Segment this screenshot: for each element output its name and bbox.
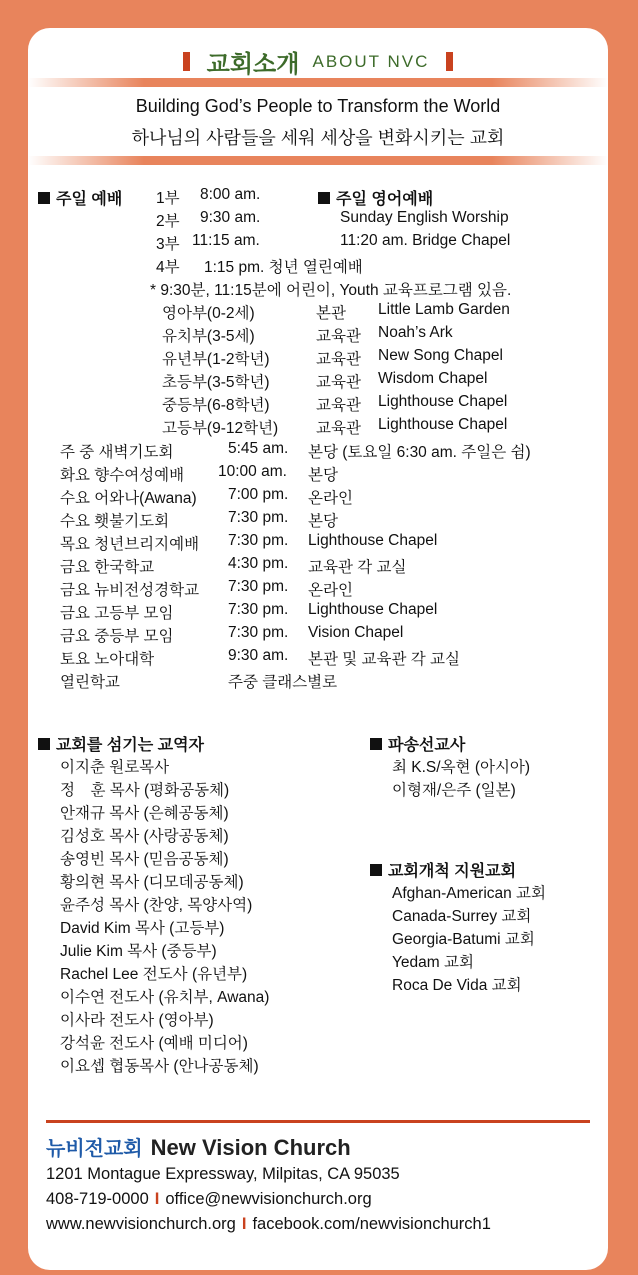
dept-building: 교육관 bbox=[316, 374, 361, 391]
dept-name: 유년부(1-2학년) bbox=[162, 351, 270, 368]
dept-room: Lighthouse Chapel bbox=[378, 416, 508, 433]
footer-contact bbox=[46, 1190, 372, 1209]
info-card bbox=[28, 28, 608, 1270]
church-plant-item: Roca De Vida 교회 bbox=[392, 977, 522, 994]
minister-item: Rachel Lee 전도사 (유년부) bbox=[60, 966, 248, 983]
weekly-time: 7:30 pm. bbox=[228, 509, 289, 526]
minister-item: 안재규 목사 (은혜공동체) bbox=[60, 805, 229, 822]
dept-building: 교육관 bbox=[316, 397, 361, 414]
service-3-label: 3부 bbox=[156, 236, 180, 253]
weekly-place: 주중 클래스별로 bbox=[228, 674, 338, 691]
weekly-time: 7:30 pm. bbox=[228, 624, 289, 641]
footer-phone: 408-719-0000 bbox=[46, 1190, 149, 1208]
weekly-time: 10:00 am. bbox=[218, 463, 287, 480]
dept-room: Lighthouse Chapel bbox=[378, 393, 508, 410]
minister-item: 이지춘 원로목사 bbox=[60, 759, 170, 776]
weekly-time: 7:30 pm. bbox=[228, 532, 289, 549]
missionary-item: 이형재/은주 (일본) bbox=[392, 782, 516, 799]
weekly-time: 7:30 pm. bbox=[228, 601, 289, 618]
weekly-name: 화요 향수여성예배 bbox=[60, 467, 185, 484]
church-name-english: New Vision Church bbox=[150, 1135, 351, 1160]
bullet-square-icon bbox=[370, 738, 382, 750]
weekly-name: 토요 노아대학 bbox=[60, 651, 155, 668]
bullet-square-icon bbox=[370, 864, 382, 876]
minister-item: 윤주성 목사 (찬양, 목양사역) bbox=[60, 897, 253, 914]
weekly-name: 수요 어와나(Awana) bbox=[60, 490, 197, 507]
dept-building: 교육관 bbox=[316, 420, 361, 437]
minister-item: 이수연 전도사 (유치부, Awana) bbox=[60, 989, 270, 1006]
footer-email[interactable]: office@newvisionchurch.org bbox=[165, 1190, 372, 1208]
sunday-heading: 주일 예배 bbox=[38, 186, 122, 209]
dept-building: 교육관 bbox=[316, 328, 361, 345]
footer-separator: I bbox=[154, 1190, 160, 1208]
weekly-time: 7:00 pm. bbox=[228, 486, 289, 503]
minister-item: 황의현 목사 (디모데공동체) bbox=[60, 874, 244, 891]
weekly-name: 금요 뉴비전성경학교 bbox=[60, 582, 200, 599]
section-title bbox=[28, 44, 608, 80]
weekly-place: 교육관 각 교실 bbox=[308, 559, 407, 576]
minister-item: 강석윤 전도사 (예배 미디어) bbox=[60, 1035, 248, 1052]
motto-divider bbox=[28, 156, 608, 165]
weekly-time: 4:30 pm. bbox=[228, 555, 289, 572]
minister-item: 이사라 전도사 (영아부) bbox=[60, 1012, 214, 1029]
weekly-time: 9:30 am. bbox=[228, 647, 289, 664]
footer-facebook[interactable]: facebook.com/newvisionchurch1 bbox=[252, 1215, 491, 1233]
minister-item: Julie Kim 목사 (중등부) bbox=[60, 943, 217, 960]
weekly-place: Lighthouse Chapel bbox=[308, 532, 438, 549]
weekly-place: 본당 (토요일 6:30 am. 주일은 쉼) bbox=[308, 444, 531, 461]
weekly-name: 주 중 새벽기도회 bbox=[60, 444, 174, 461]
weekly-name: 수요 횃불기도회 bbox=[60, 513, 170, 530]
footer-church-name bbox=[46, 1132, 351, 1161]
bullet-square-icon bbox=[38, 192, 50, 204]
minister-item: 이요셉 협동목사 (안나공동체) bbox=[60, 1058, 259, 1075]
service-1-label: 1부 bbox=[156, 190, 180, 207]
title-bar-right bbox=[446, 52, 453, 71]
weekly-name: 금요 한국학교 bbox=[60, 559, 155, 576]
bullet-square-icon bbox=[38, 738, 50, 750]
dept-name: 영아부(0-2세) bbox=[162, 305, 255, 322]
dept-name: 초등부(3-5학년) bbox=[162, 374, 270, 391]
weekly-name: 금요 고등부 모임 bbox=[60, 605, 174, 622]
footer-website[interactable]: www.newvisionchurch.org bbox=[46, 1215, 236, 1233]
title-bar-left bbox=[183, 52, 190, 71]
weekly-place: 본당 bbox=[308, 467, 338, 484]
service-4-label: 4부 bbox=[156, 259, 180, 276]
title-english: ABOUT NVC bbox=[312, 51, 430, 71]
english-worship-heading: 주일 영어예배 bbox=[318, 186, 433, 209]
minister-item: 송영빈 목사 (믿음공동체) bbox=[60, 851, 229, 868]
dept-building: 본관 bbox=[316, 305, 346, 322]
service-3-time: 11:15 am. bbox=[192, 232, 260, 249]
minister-item: 김성호 목사 (사랑공동체) bbox=[60, 828, 229, 845]
title-divider bbox=[28, 78, 608, 87]
dept-room: New Song Chapel bbox=[378, 347, 503, 364]
minister-item: 정 훈 목사 (평화공동체) bbox=[60, 782, 230, 799]
dept-room: Little Lamb Garden bbox=[378, 301, 510, 318]
motto-english: Building God’s People to Transform the World bbox=[135, 96, 501, 116]
weekly-name: 금요 중등부 모임 bbox=[60, 628, 174, 645]
minister-item: David Kim 목사 (고등부) bbox=[60, 920, 225, 937]
youth-program-note: * 9:30분, 11:15분에 어린이, Youth 교육프로그램 있음. bbox=[150, 282, 512, 299]
service-4-time: 1:15 pm. 청년 열린예배 bbox=[204, 259, 363, 276]
missionary-item: 최 K.S/옥현 (아시아) bbox=[392, 759, 531, 776]
service-2-time: 9:30 am. bbox=[200, 209, 261, 226]
footer-separator: I bbox=[241, 1215, 247, 1233]
footer-divider bbox=[46, 1120, 590, 1123]
english-worship-time: 11:20 am. Bridge Chapel bbox=[340, 232, 511, 249]
weekly-time: 5:45 am. bbox=[228, 440, 289, 457]
dept-room: Wisdom Chapel bbox=[378, 370, 488, 387]
service-2-label: 2부 bbox=[156, 213, 180, 230]
weekly-place: 온라인 bbox=[308, 582, 353, 599]
dept-name: 고등부(9-12학년) bbox=[162, 420, 279, 437]
weekly-place: Lighthouse Chapel bbox=[308, 601, 438, 618]
footer-address: 1201 Montague Expressway, Milpitas, CA 95035 bbox=[46, 1165, 400, 1183]
motto-korean: 하나님의 사람들을 세워 세상을 변화시키는 교회 bbox=[131, 128, 505, 148]
church-plant-item: Georgia-Batumi 교회 bbox=[392, 931, 535, 948]
ministers-heading: 교회를 섬기는 교역자 bbox=[38, 732, 204, 755]
missionaries-heading: 파송선교사 bbox=[370, 732, 465, 755]
bullet-square-icon bbox=[318, 192, 330, 204]
church-plant-item: Canada-Surrey 교회 bbox=[392, 908, 532, 925]
weekly-place: 본당 bbox=[308, 513, 338, 530]
english-worship-name: Sunday English Worship bbox=[340, 209, 509, 226]
weekly-place: Vision Chapel bbox=[308, 624, 404, 641]
dept-building: 교육관 bbox=[316, 351, 361, 368]
weekly-name: 목요 청년브리지예배 bbox=[60, 536, 200, 553]
weekly-place: 본관 및 교육관 각 교실 bbox=[308, 651, 460, 668]
footer-links bbox=[46, 1215, 491, 1234]
title-korean: 교회소개 bbox=[206, 50, 300, 78]
church-plants-heading: 교회개척 지원교회 bbox=[370, 858, 516, 881]
dept-name: 유치부(3-5세) bbox=[162, 328, 255, 345]
weekly-place: 온라인 bbox=[308, 490, 353, 507]
church-name-korean: 뉴비전교회 bbox=[46, 1138, 143, 1160]
weekly-time: 7:30 pm. bbox=[228, 578, 289, 595]
dept-room: Noah’s Ark bbox=[378, 324, 453, 341]
dept-name: 중등부(6-8학년) bbox=[162, 397, 270, 414]
service-1-time: 8:00 am. bbox=[200, 186, 261, 203]
weekly-name: 열린학교 bbox=[60, 674, 120, 691]
church-plant-item: Afghan-American 교회 bbox=[392, 885, 547, 902]
church-plant-item: Yedam 교회 bbox=[392, 954, 474, 971]
